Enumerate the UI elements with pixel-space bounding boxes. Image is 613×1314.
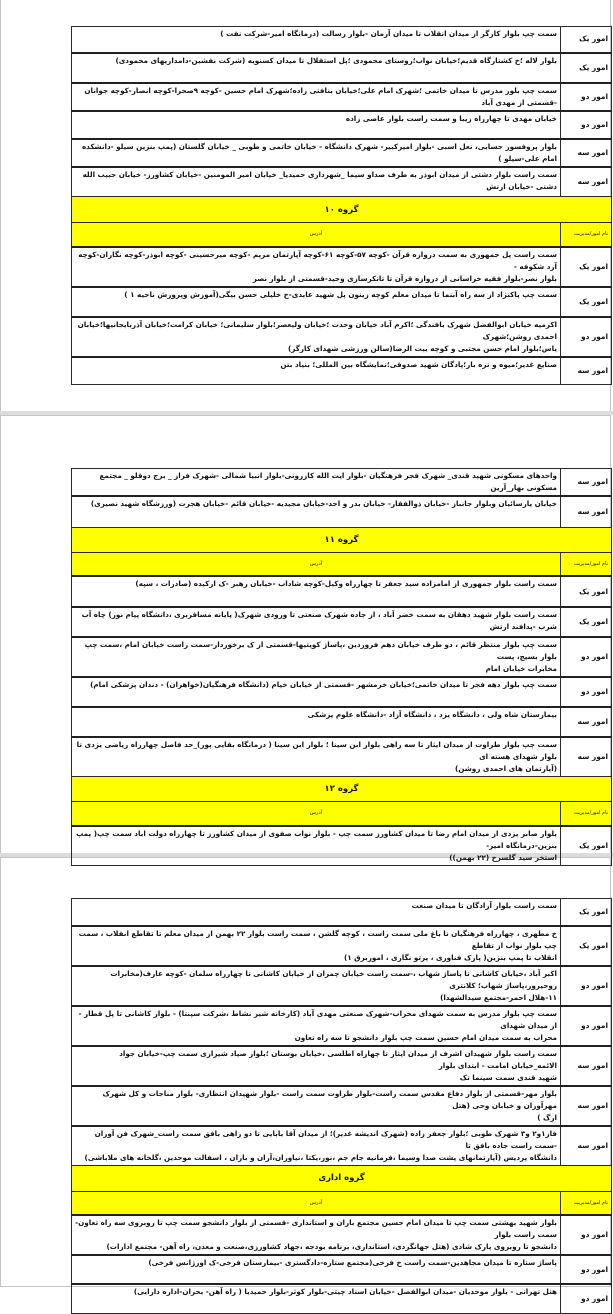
address-cell: [72, 826, 561, 866]
department-cell: امور سه: [561, 167, 612, 197]
address-cell: سمت چپ پاکنژاد از سه راه آبنما تا میدان معلم کوچه زیتون پل شهید عابدی-خ خلیلی حسن بیگی(آموزش وپرورش ناحیه ۱ ): [72, 287, 561, 317]
address-line: دانشگاه پردیس (آپارتمانهای پشت صدا وسیما ،فرمانیه جام جم ،نور،یکتا ،نیاوران،آران و باران ، اسفالت موحدین ،گلخانه های ملاباشی): [84, 1152, 557, 1162]
department-cell: امور سه: [561, 496, 612, 527]
department-cell: امور سه: [561, 1126, 612, 1166]
department-cell: امور دو: [561, 1255, 612, 1284]
address-cell: [72, 637, 561, 677]
address-cell: بلوار لاله ؛خ کشتارگاه قدیم؛خیابان نواب؛روستای محمودی ؛پل استقلال تا میدان کسنویه (شرکت نفشین-دامداریهای محمودی): [72, 53, 561, 83]
address-cell: بیمارستان شاه ولی ، دانشگاه یزد ، دانشگاه آزاد -دانشگاه علوم پزشکی: [72, 707, 561, 737]
table-row: [72, 83, 612, 111]
department-cell: امور یک: [561, 576, 612, 607]
table-row: [72, 53, 612, 83]
address-cell: [72, 317, 561, 357]
department-cell: امور یک: [561, 27, 612, 53]
address-cell: پاساژ ستاره تا میدان مجاهدین-سمت راست خ فرخی(مجتمع ستاره-دادگستری -بیمارستان فرخی-ک اورژانس فرخی): [72, 1255, 561, 1284]
group-title: گروه ۱۲: [72, 777, 612, 802]
department-cell: امور یک: [561, 287, 612, 317]
address-cell: [72, 1046, 561, 1086]
department-cell: امور سه: [561, 707, 612, 737]
column-header-row: [72, 1191, 612, 1215]
address-line: بلوار شهید بهشتی سمت چپ تا میدان امام حسین مجتمع باران و استانداری -قسمتی از بلوار دانشجو سمت چپ تا روبروی سه راه تعاون-سمت راست بلوار: [75, 1218, 557, 1239]
address-line: فاز۱و۲ و۳ شهرک طوبی ؛بلوار جعفر زاده (شهرک اندیشه غدیر)؛ از میدان آقا بابایی تا دو راهی بافق سمت راست_شهرک فن آوران -سمت راست جاده بافق تا: [94, 1128, 557, 1150]
address-cell: [72, 1215, 561, 1255]
group-header-row: [72, 777, 612, 802]
address-cell: [72, 926, 561, 966]
table-row: [72, 899, 612, 926]
schedule-table-page-3: [71, 898, 612, 1314]
address-cell: سمت چپ بلوار کارگر از میدان انقلاب تا میدان آرمان -بلوار رسالت (درمانگاه امیر-شرکت نفت ): [72, 27, 561, 53]
column-header-row: [72, 552, 612, 576]
table-row: [72, 247, 612, 287]
address-line: ارگ ): [537, 1112, 557, 1122]
address-line: سمت چپ بلوار منتظر قائم ، دو طرف خیابان دهم فروردین ،پاساژ کویتیها-قسمتی از ک برخوردار-سمت راست خیابان امام ،سمت چپ بلوار بسیج، پست: [84, 640, 557, 661]
department-cell: امور دو: [561, 1215, 612, 1255]
table-row: [72, 576, 612, 607]
address-cell: صنایع غدیر؛میوه و تره بار؛پادگان شهید صدوقی؛نمایشگاه بین المللی؛ بنیاد بتن: [72, 357, 561, 385]
department-cell: امور دو: [561, 83, 612, 111]
address-line: شهید قندی سمت سینما تک: [459, 1072, 557, 1082]
table-row: [72, 826, 612, 866]
address-line: اکرمیه خیابان ابوالفضل شهرک بافندگی ؛اکرم آباد خیابان وحدت ؛خیابان ولیعصر؛بلوار سلیمانی؛ خیابان کرامت؛خیابان آذربایجانیها؛خیابان احمدی روشن؛شهرک: [77, 319, 557, 341]
table-row: [72, 1126, 612, 1166]
address-cell: [72, 1006, 561, 1046]
address-line: بلوار مهر-قسمتی از بلوار دفاع مقدس سمت راست-بلوار طراوت سمت راست -بلوار شهیدان انتظاری- بلوار مناجات و کل شهرک مهرآوران و خیابان وحی (هتل: [102, 1088, 557, 1110]
address-line: بلوار نصر-بلوار فقیه خراسانی از دروازه قرآن تا تانکرسازی وحید-قسمتی از بلوار نصر: [252, 273, 557, 283]
address-line: مخابرات خیابان امام: [485, 664, 557, 673]
column-header-address: آدرس: [72, 802, 561, 826]
department-cell: امور یک: [561, 926, 612, 966]
address-line: استخر سید گلسرخ (۲۲ بهمن)): [449, 852, 557, 862]
table-row: [72, 496, 612, 527]
address-line: سمت راست بلوار شهیدان اشرف از میدان ایثار تا چهاراه اطلسی ،خیابان بوستان ؛بلوار صیاد شیرازی سمت چپ-خیابان جواد الائمه_خیابان امامت - ابتدای بلوار: [119, 1048, 557, 1070]
department-cell: امور سه: [561, 469, 612, 497]
table-row: [72, 607, 612, 637]
address-line: بلوار صابر یزدی از میدان امام رضا تا میدان کشاورز سمت چپ - بلوار نواب صفوی از میدان کشاورز تا چهارراه دولت اباد سمت چپ( پمپ بنزین-درمانگاه امیر-: [76, 828, 557, 850]
address-line: ۱۱-هلال احمر-مجتمع سیدالشهدا): [440, 992, 557, 1002]
department-cell: امور یک: [561, 899, 612, 926]
department-cell: امور سه: [561, 737, 612, 777]
address-line: یاس؛بلوار امام حسن مجتبی و کوچه بیت الرضا(سالن ورزشی شهدای کارگر): [287, 343, 557, 353]
table-row: [72, 139, 612, 167]
table-row: [72, 637, 612, 677]
address-cell: واحدهای مسکونی شهید قندی_ شهرک فجر فرهنگیان -بلوار ایت الله کازرونی-بلوار انبیا شمالی -شهرک فراز _ برج دوقلو _ مجتمع مسکونی بهار_آرین: [72, 469, 561, 497]
address-cell: سمت راست بلوار شهید دهقان به سمت خضر آباد ، از جاده شهرک صنعتی تا ورودی شهرک( پایانه مسافربری ،دانشگاه پیام نور) چاه آب شرب -پدافند ارتش: [72, 607, 561, 637]
department-cell: امور دو: [561, 637, 612, 677]
group-title: گروه ۱۱: [72, 527, 612, 552]
department-cell: امور سه: [561, 357, 612, 385]
address-cell: سمت راست بلوار آزادگان تا میدان صنعت: [72, 899, 561, 926]
department-cell: امور دو: [561, 111, 612, 139]
address-cell: [72, 966, 561, 1006]
group-title: گروه ۱۰: [72, 197, 612, 223]
address-cell: سمت راست بلوار دشتی از میدان ابوذر به طرف صداو سیما _شهرداری حمیدیا_ خیابان امیر المومنین -خیابان کشاورز- خیابان حبیب الله دشتی -خیابان ارتش: [72, 167, 561, 197]
column-header-department: نام امور/مدیریت: [561, 1191, 612, 1215]
table-row: [72, 1046, 612, 1086]
address-line: سمت چپ بلوار مدرس به سمت شهدای محراب-شهرک صنعتی مهدی آباد (کارخانه شیر نشاط ،شرکت سپنتا) - بلوار کاشانی تا پل قطار - از میدان شهدای: [78, 1008, 557, 1030]
schedule-table-page-1: [71, 26, 612, 385]
column-header-department: نام امور/مدیریت: [561, 552, 612, 576]
group-header-row: [72, 197, 612, 223]
department-cell: امور دو: [561, 966, 612, 1006]
table-row: [72, 167, 612, 197]
table-row: [72, 357, 612, 385]
table-row: [72, 677, 612, 707]
column-header-department: نام امور/مدیریت: [561, 223, 612, 247]
table-row: [72, 111, 612, 139]
department-cell: امور یک: [561, 247, 612, 287]
address-line: خ مطهری ، چهارراه فرهنگیان تا باغ ملی سمت راست ، کوچه گلشن ، سمت راست بلوار ۲۲ بهمن از میدان معلم تا تقاطع انقلاب ، سمت چپ بلوار نواب از تقاطع: [78, 928, 557, 950]
address-line: محراب به سمت میدان امام حسین سمت چپ بلوار دانشجو تا سه راه تعاون: [294, 1032, 557, 1042]
department-cell: امور یک: [561, 826, 612, 866]
table-row: [72, 707, 612, 737]
table-row: [72, 287, 612, 317]
address-cell: بلوار پروفسور حسابی، نعل اسبی -بلوار امیرکبیر- شهرک دانشگاه - خیابان خاتمی و طوبی _ خیابان گلستان (پمپ بنزین سیلو -دانشکده امام علی-سیلو ): [72, 139, 561, 167]
address-line: (آپارتمان های احمدی روشن): [454, 764, 557, 773]
department-cell: امور سه: [561, 139, 612, 167]
address-cell: خیابان مهدی تا چهارراه زیبا و سمت راست بلوار عاصی زاده: [72, 111, 561, 139]
address-line: دانشجو تا روبروی پارک شادی (هتل جهانگردی، استانداری، برنامه بودجه ،جهاد کشاورزی،صنعت و معدن، راه آهن- مجتمع ادارات): [106, 1242, 557, 1251]
table-row: [72, 317, 612, 357]
department-cell: امور سه: [561, 1046, 612, 1086]
address-line: سمت چپ بلوار طراوت از میدان ایثار تا سه راهی بلوار ابن سینا ؛ بلوار ابن سینا ( درمانگاه بقایی پور)_حد فاصل چهارراه ریاضی یزدی تا بلوار شهدای هسته ای: [76, 740, 557, 761]
schedule-table-page-2: [71, 468, 612, 866]
table-row: [72, 1006, 612, 1046]
department-cell: امور دو: [561, 1284, 612, 1313]
table-row: [72, 926, 612, 966]
group-title: گروه اداری: [72, 1165, 612, 1191]
address-cell: [72, 1126, 561, 1166]
address-line: اکبر آباد ،خیابان کاشانی تا پاساژ شهاب ،-سمت راست خیابان چمران از خیابان کاشانی تا چهارراه سلمان -کوچه عارف(مخابرات روحیرور،پاساژ شهاب؛ کلانتری: [110, 968, 557, 990]
group-header-row: [72, 1165, 612, 1191]
column-header-row: [72, 223, 612, 247]
address-line: سمت راست پل جمهوری به سمت دروازه قرآن -کوچه ۵۷-کوچه ۶۱-کوچه آپارتمان مریم -کوچه میرحسینی -کوچه ابوذر-کوچه نگاران-کوچه آرد شکوفه -: [78, 249, 557, 271]
table-row: [72, 27, 612, 53]
address-line: انقلاب تا پمپ بنزین( پارک فناوری ، پرتو نگاری ، اموربرق ۱): [343, 952, 557, 962]
table-row: [72, 737, 612, 777]
address-cell: سمت راست بلوار جمهوری از امامزاده سید جعفر تا چهارراه وکیل-کوچه شاداب -خیابان رهبر -ک ارکیده (صادرات ، سپه): [72, 576, 561, 607]
group-header-row: [72, 527, 612, 552]
table-row: [72, 469, 612, 497]
department-cell: امور دو: [561, 317, 612, 357]
column-header-address: آدرس: [72, 1191, 561, 1215]
department-cell: امور دو: [561, 1006, 612, 1046]
address-cell: خیابان پارسائیان وبلوار جانباز -خیابان ذوالفقار- خیابان بدر و احد-خیابان مجیدیه -خیابان قائم -خیابان هجرت (ورزشگاه شهید نصیری): [72, 496, 561, 527]
table-row: [72, 966, 612, 1006]
table-row: [72, 1284, 612, 1313]
column-header-address: آدرس: [72, 223, 561, 247]
address-cell: هتل تهرانی - بلوار موحدیان -میدان ابوالفضل -خیابان استاد چیتی-بلوار کوثر-بلوار حمیدیا ( راه آهن- بحران-اداره دارایی): [72, 1284, 561, 1313]
table-row: [72, 1215, 612, 1255]
address-cell: سمت چپ بلوار دهه فجر تا میدان خاتمی؛خیابان خرمشهر -قسمتی از خیابان خیام (دانشگاه فرهنگیان(خواهران) - دندان پزشکی امام): [72, 677, 561, 707]
department-cell: امور دو: [561, 677, 612, 707]
address-cell: [72, 247, 561, 287]
department-cell: امور یک: [561, 607, 612, 637]
department-cell: امور یک: [561, 53, 612, 83]
table-row: [72, 1086, 612, 1126]
department-cell: امور سه: [561, 1086, 612, 1126]
address-cell: [72, 737, 561, 777]
column-header-address: آدرس: [72, 552, 561, 576]
column-header-department: نام امور/مدیریت: [561, 802, 612, 826]
column-header-row: [72, 802, 612, 826]
address-cell: [72, 1086, 561, 1126]
address-cell: سمت چپ بلور مدرس تا میدان خاتمی ؛شهرک امام علی؛خیابان بنافتی زاده؛شهرک امام حسین -کوچه ۹صحرا-کوچه انصار-کوچه جوانان -قسمتی از مهدی آباد: [72, 83, 561, 111]
